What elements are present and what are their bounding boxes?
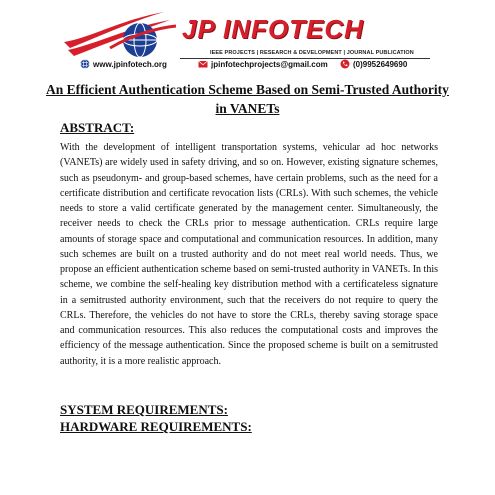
phone-text: (0)9952649690 bbox=[353, 59, 408, 69]
contact-phone bbox=[340, 59, 407, 69]
mail-icon bbox=[198, 59, 208, 69]
abstract-heading: ABSTRACT: bbox=[60, 120, 135, 135]
document-title: An Efficient Authentication Scheme Based on Semi-Trusted Authority in VANETs bbox=[46, 82, 449, 116]
contact-website bbox=[80, 59, 167, 69]
contact-row bbox=[80, 59, 440, 71]
abstract-body: With the development of intelligent transportation systems, vehicular ad hoc networks (VANETs) are widely used in safety driving, and so on. However, existing signature schemes, such as pseudonym- and group-based schemes, have certain problems, such as the need for a certificate distribution and certificate revocation lists (CRLs). With such schemes, the vehicle needs to store a valid certificate generated by the management center. Simultaneously, the receiver needs to check the CRLs prior to message authentication. CRLs require large amounts of storage space and computational and communication resources. In addition, many such schemes are built on a trusted authority and do not meet real world needs. Thus, we propose an efficient authentication scheme based on semi-trusted authority in VANETs. In this scheme, we combine the self-healing key distribution method with a certificateless signature in a semitrusted authority environment, such that the receivers do not require to query the CRLs. Therefore, the vehicles do not have to store the CRLs, thereby saving storage space and communication resources. This also reduces the computational costs and improves the efficiency of the message authentication. Since the proposed scheme is built on a semitrusted authority, it is a more realistic approach. bbox=[60, 142, 438, 367]
phone-icon bbox=[340, 59, 350, 69]
email-text: jpinfotechprojects@gmail.com bbox=[211, 59, 328, 69]
company-logo-icon bbox=[60, 8, 178, 64]
brand-tagline: IEEE PROJECTS | RESEARCH & DEVELOPMENT | JOURNAL PUBLICATION bbox=[210, 50, 414, 56]
contact-email bbox=[198, 59, 328, 69]
system-requirements-heading: SYSTEM REQUIREMENTS: bbox=[60, 402, 228, 417]
hardware-requirements-heading: HARDWARE REQUIREMENTS: bbox=[60, 419, 252, 434]
brand-name: JP INFOTECH bbox=[182, 14, 364, 44]
globe-icon bbox=[80, 59, 90, 69]
website-text: www.jpinfotech.org bbox=[93, 59, 167, 69]
